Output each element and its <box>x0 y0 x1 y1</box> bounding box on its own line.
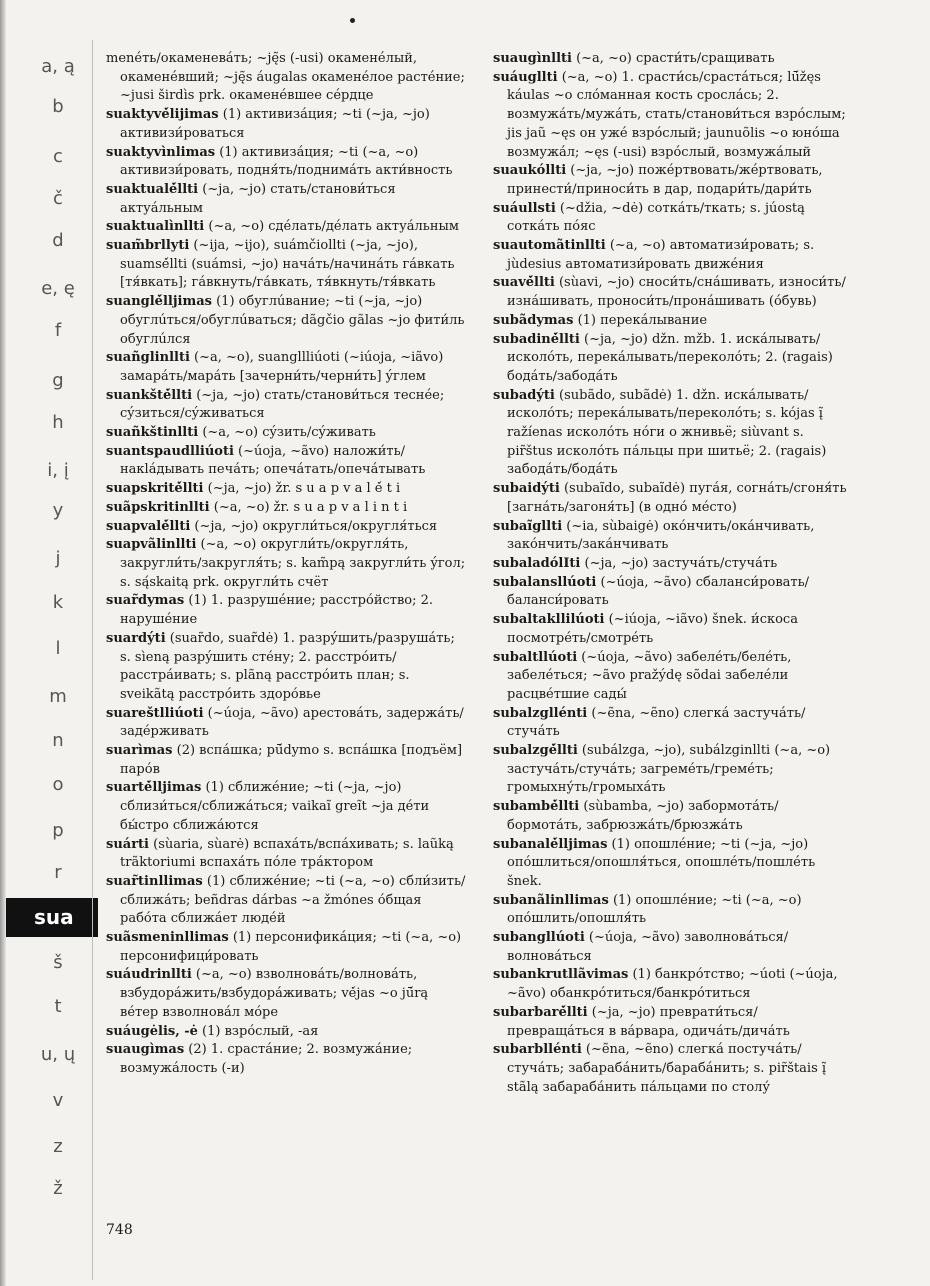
entry-headword: subaltllúoti <box>493 649 578 665</box>
entry-headword: suañglinllti <box>106 350 190 366</box>
entry-definition: (sùavi, ~jo) сноси́ть/снáшивать, износи́ть/изнáшивать, проноси́ть/пронáшивать (óбувь) <box>507 275 846 310</box>
thumb-index-letter: r <box>54 862 62 883</box>
entry-definition: (subaĩdo, subaĩdė) пугáя, согнáть/сгоня́ть [загнáть/загоня́ть] (в однó мéсто) <box>507 481 847 515</box>
entry-headword: subarbarė́llti <box>493 1004 588 1020</box>
dictionary-entry <box>106 705 466 742</box>
entry-headword: suam̃brllyti <box>106 238 190 254</box>
entry-headword: suáugėlis, -ė <box>106 1023 198 1039</box>
dictionary-entry <box>493 892 853 929</box>
entry-definition: (~ia, sùbaigė) окóнчить/окáнчивать, закóнчить/закáнчивать <box>507 518 815 553</box>
entry-headword: suautomãtinllti <box>493 238 606 254</box>
dictionary-entry <box>493 836 853 892</box>
entry-definition: (subálzga, ~jo), subálzginllti (~a, ~o) застучáть/стучáть; загремéть/гремéть; громыхну́ть/громыхáть <box>507 743 831 796</box>
entry-headword: suapvalė́llti <box>106 518 191 534</box>
dictionary-entry <box>106 293 466 349</box>
entry-definition: (1) перекáлывание <box>573 312 708 328</box>
entry-definition: (suar̃do, suar̃dė) 1. разрýшить/разрушáть; s. sìeną разрýшить стéну; 2. расстрóить/расстрáивать; s. plãną расстрóить план; s. sveikãtą расстрóить здорóвье <box>120 630 455 702</box>
thumb-index-letter: t <box>54 996 62 1017</box>
dictionary-entry <box>106 181 466 218</box>
page-number: 748 <box>106 1222 133 1238</box>
thumb-index-letter: p <box>52 820 64 841</box>
entry-headword: subaidýti <box>493 481 560 497</box>
dictionary-entry <box>493 162 853 199</box>
entry-headword: suapskritė́llti <box>106 481 204 497</box>
entry-headword: subaĩgllti <box>493 518 563 534</box>
dictionary-entry <box>106 50 466 106</box>
dictionary-entry <box>106 630 466 705</box>
entry-definition: (~úoja, ~ãvo) забелéть/белéть, забелéться; ~ãvo pražýdę sõdai забелéли расцвéтшие сады́ <box>507 649 792 702</box>
dictionary-entry <box>106 106 466 143</box>
entry-headword: suãsmeninllimas <box>106 930 229 946</box>
dictionary-entry <box>493 69 853 163</box>
entry-headword: subalansllúoti <box>493 574 597 590</box>
dictionary-entry <box>493 387 853 481</box>
entry-definition: (~ja, ~jo) žr. s u a p v a l ė́ t i <box>203 481 401 497</box>
dictionary-entry <box>106 387 466 424</box>
entry-definition: (~úoja, ~ãvo) сбаланси́ровать/баланси́ровать <box>507 574 810 609</box>
entry-headword: suãpskritinllti <box>106 499 210 515</box>
entry-definition: (1) сближéние; ~ti (~a, ~o) сбли́зить/сближáть; beñdras dárbas ~a žmónes óбщая рабóта сближáет людéй <box>120 873 466 927</box>
entry-headword: suaugìmas <box>106 1042 185 1058</box>
thumb-index-letter: h <box>52 412 64 433</box>
entry-headword: suarìmas <box>106 743 173 759</box>
thumb-index-letter: n <box>52 730 64 751</box>
thumb-index-letter: c <box>53 146 63 167</box>
thumb-index-letter: č <box>53 188 63 209</box>
dictionary-entry <box>493 1041 853 1097</box>
dictionary-entry <box>493 705 853 742</box>
entry-definition: (1) активизáция; ~ti (~a, ~o) активизи́ровать, подня́ть/поднимáть акти́вность <box>120 144 453 179</box>
entry-headword: subaltakllilúoti <box>493 612 605 628</box>
entry-definition: (~ja, ~jo) округли́ться/округля́ться <box>190 518 438 534</box>
entry-headword: suar̃tinllimas <box>106 873 203 889</box>
entry-headword: suartė́lljimas <box>106 780 202 796</box>
entry-definition: (~ja, ~jo) застучáть/стучáть <box>580 555 778 571</box>
dictionary-entry <box>106 144 466 181</box>
thumb-index <box>6 40 92 1260</box>
entry-headword: suaugìnllti <box>493 51 572 66</box>
thumb-index-letter: g <box>52 370 64 391</box>
index-divider <box>92 40 93 1280</box>
left-column <box>106 50 466 1079</box>
entry-headword: suardýti <box>106 630 166 646</box>
dictionary-entry <box>106 536 466 592</box>
dictionary-entry <box>493 555 853 574</box>
entry-definition: (~a, ~o) žr. s u a p v a l i n t i <box>209 499 408 515</box>
entry-headword: subambė́llti <box>493 799 580 815</box>
entry-definition: (1) активизáция; ~ti (~ja, ~jo) активизи́роваться <box>120 107 430 141</box>
dictionary-entry <box>106 480 466 499</box>
thumb-index-current-label: sua <box>34 905 74 929</box>
entry-definition: (~ja, ~jo) džn. mžb. 1. искáлывать/исколóть, перекáлывать/переколóть; 2. (ragais) бодáть/забодáть <box>507 331 833 384</box>
entry-headword: suavė́llti <box>493 275 555 291</box>
entry-definition: (~úoja, ~ãvo) заволновáться/волновáться <box>507 930 789 964</box>
entry-definition: (~a, ~o), suangllliúoti (~iúoja, ~iãvo) замарáть/марáть [зачерни́ть/черни́ть] ýглем <box>120 350 444 384</box>
thumb-index-letter: v <box>52 1090 64 1111</box>
entry-headword: subanalė́lljimas <box>493 836 608 852</box>
dictionary-entry <box>493 966 853 1003</box>
dictionary-entry <box>106 836 466 873</box>
dictionary-entry <box>493 312 853 331</box>
entry-headword: suaktyvìnlimas <box>106 144 216 160</box>
entry-headword: suaktualìnllti <box>106 219 205 235</box>
entry-headword: subangllúoti <box>493 930 585 946</box>
print-mark <box>350 18 355 23</box>
thumb-index-letter: a, ą <box>41 56 75 77</box>
dictionary-entry <box>106 349 466 386</box>
dictionary-entry <box>493 331 853 387</box>
dictionary-entry <box>106 929 466 966</box>
dictionary-entry <box>106 1041 466 1078</box>
thumb-index-letter: u, ų <box>40 1044 76 1065</box>
entry-definition: (~ja, ~jo) стать/станови́ться актуáльным <box>120 181 396 216</box>
entry-definition: (1) 1. разрушéние; расстрóйство; 2. нарушéние <box>120 593 434 628</box>
dictionary-entry <box>106 742 466 779</box>
entry-headword: subalzgė́llti <box>493 743 578 759</box>
entry-headword: suankštė́llti <box>106 387 193 403</box>
entry-headword: subanãlinllimas <box>493 892 609 908</box>
entry-definition: (2) 1. срастáние; 2. возмужáние; возмужáлость (-и) <box>120 1042 413 1076</box>
thumb-index-current <box>6 898 98 937</box>
entry-headword: suañkštinllti <box>106 425 199 441</box>
entry-definition: (~ja, ~jo) пожéртвовать/жéртвовать, принести́/приноси́ть в дар, подари́ть/дари́ть <box>507 163 823 197</box>
thumb-index-letter: ž <box>53 1178 63 1199</box>
entry-headword: suareštlliúoti <box>106 705 204 721</box>
entry-definition: (~a, ~o) сдéлать/дéлать актуáльным <box>204 219 459 235</box>
entry-definition: (~ja, ~jo) стать/станови́ться теснéе; сýзиться/сýживаться <box>120 387 445 422</box>
dictionary-entry <box>106 424 466 443</box>
entry-definition: (2) вспáшка; pū́dymo s. вспáшка [подъём] парóв <box>120 743 463 777</box>
thumb-index-letter: f <box>54 320 62 341</box>
entry-headword: subãdymas <box>493 312 574 328</box>
entry-definition: (~a, ~o) взволновáть/волновáть, взбудорáжить/взбудорáживать; vė́jas ~o jū́rą вéтер взволновáл мóре <box>120 967 429 1020</box>
entry-definition: (~iúoja, ~iãvo) šnek. и́скоса посмотрéть/смотрéть <box>507 612 798 646</box>
thumb-index-letter: š <box>53 952 63 973</box>
dictionary-entry <box>493 611 853 648</box>
entry-headword: subankrutllãvimas <box>493 967 629 983</box>
right-column <box>493 50 853 1097</box>
entry-headword: suáullsti <box>493 200 556 216</box>
entry-definition: (~a, ~o) округли́ть/округля́ть, закругли́ть/закругля́ть; s. kam̃pą закругли́ть ýгол; s. są́skaitą prk. округли́ть счёт <box>120 537 466 590</box>
entry-definition: (~úoja, ~ãvo) наложи́ть/накláдывать печáть; опечáтать/опечáтывать <box>120 443 426 478</box>
entry-definition: (~úoja, ~ãvo) арестовáть, задержáть/задéрживать <box>120 705 464 740</box>
thumb-index-letter: b <box>52 96 64 117</box>
entry-headword: suaktyvė́lijimas <box>106 107 219 123</box>
dictionary-entry <box>493 574 853 611</box>
entry-definition: (sùbamba, ~jo) забормотáть/бормотáть, забрюзжáть/брюзжáть <box>507 799 779 833</box>
entry-headword: suantspaudlliúoti <box>106 443 234 459</box>
dictionary-entry <box>493 237 853 274</box>
dictionary-entry <box>106 873 466 929</box>
entry-definition: (~ẽna, ~ẽno) слегкá постучáть/стучáть; забарабáнить/барабáнить; s. pir̃štais į̃ stãlą забарабáнить пáльцами по столу́ <box>507 1042 827 1095</box>
dictionary-entry <box>493 200 853 237</box>
entry-definition: (subãdo, subãdė) 1. džn. искáлывать/исколóть; перекáлывать/переколóть; s. kójas į̃ ražíenas исколóть нóги о жнивьё; siùvant s. pir̃štus исколóть пáльцы при шитьё; 2. (ragais) забодáть/бодáть <box>507 387 827 478</box>
entry-headword: subaladólIti <box>493 555 581 571</box>
thumb-index-letter: y <box>52 500 64 521</box>
entry-headword: suaukóllti <box>493 163 567 179</box>
dictionary-entry <box>493 274 853 311</box>
entry-definition: (1) опошлéние; ~ti (~a, ~o) опóшлить/опошля́ть <box>507 892 802 927</box>
dictionary-entry <box>106 779 466 835</box>
dictionary-entry <box>106 592 466 629</box>
thumb-index-letter: o <box>52 774 64 795</box>
entry-definition: (1) персонификáция; ~ti (~a, ~o) персонифици́ровать <box>120 930 462 964</box>
entry-definition: (~ija, ~ijo), suámčiollti (~ja, ~jo), suamsė́llti (suámsi, ~jo) начáть/начинáть гáвкать [тя́вкать]; гáвкнуть/гáвкать, тя́вкнуть/тя́вкать <box>120 238 455 291</box>
entry-definition: (sùaria, sùarė) вспахáть/вспáхивать; s. laũką trãktoriumi вспахáть пóле трáктором <box>120 836 454 871</box>
entry-headword: suárti <box>106 836 149 852</box>
entry-definition: (1) обуглúвание; ~ti (~ja, ~jo) обуглúться/обуглúваться; dãgčio gãlas ~jo фити́ль обуглúлся <box>120 294 465 347</box>
entry-definition: menéть/окаменевáть; ~ję̃s (-usi) окаменéлый, окаменéвший; ~ję̃s áugalas окаменéлое растéние; ~jusi širdìs prk. окаменéвшее сéрдце <box>106 51 465 104</box>
dictionary-entry <box>493 1004 853 1041</box>
entry-definition: (1) взрóслый, -ая <box>197 1023 319 1039</box>
entry-headword: suapvãlinllti <box>106 537 197 553</box>
dictionary-entry <box>493 929 853 966</box>
entry-headword: suáugllti <box>493 69 558 85</box>
dictionary-entry <box>106 443 466 480</box>
thumb-index-letter: m <box>49 686 67 707</box>
entry-definition: (~a, ~o) срасти́ть/сращивать <box>571 51 775 66</box>
thumb-index-letter: j <box>55 548 61 569</box>
entry-definition: (~a, ~o) 1. срасти́сь/срастáться; lū́žęs káulas ~o слóманная кость срослáсь; 2. возмужáть/мужáть, стать/станови́ться взрóслым; jis jaũ ~ęs он ужé взрóслый; jaunuõlis ~o юнóша возмужáл; ~ęs (-usi) взрóслый, возмужáлый <box>507 69 846 160</box>
entry-headword: subarbllénti <box>493 1042 582 1058</box>
dictionary-entry <box>106 1023 466 1042</box>
entry-headword: subalzgllénti <box>493 705 588 721</box>
entry-definition: (~ja, ~jo) преврати́ться/превращáться в вáрвара, одичáть/дичáть <box>507 1004 790 1039</box>
entry-headword: subadinė́llti <box>493 331 580 347</box>
thumb-index-letter: e, ę <box>41 278 75 299</box>
dictionary-entry <box>493 798 853 835</box>
entry-definition: (~a, ~o) сýзить/сýживать <box>198 425 376 441</box>
entry-definition: (1) опошлéние; ~ti (~ja, ~jo) опóшлиться/опошля́ться, опошлéть/пошлéть šnek. <box>507 836 816 889</box>
dictionary-entry <box>106 237 466 293</box>
entry-definition: (~ẽna, ~ẽno) слегкá застучáть/стучáть <box>507 705 806 740</box>
entry-definition: (1) сближéние; ~ti (~ja, ~jo) сблизи́ться/сближáться; vaikaĩ greĩt ~ja дéти бы́стро сближáются <box>120 780 430 833</box>
dictionary-entry <box>106 518 466 537</box>
dictionary-entry <box>106 499 466 518</box>
thumb-index-letter: l <box>55 638 61 659</box>
dictionary-entry <box>106 966 466 1022</box>
dictionary-entry <box>493 649 853 705</box>
entry-definition: (1) банкрóтство; ~úoti (~úoja, ~ãvo) обанкрóтиться/банкрóтиться <box>507 967 838 1002</box>
thumb-index-letter: z <box>53 1136 63 1157</box>
entry-headword: subadýti <box>493 387 555 403</box>
dictionary-entry <box>106 218 466 237</box>
dictionary-entry <box>493 480 853 517</box>
dictionary-entry <box>493 518 853 555</box>
entry-definition: (~džia, ~dė) соткáть/ткать; s. júostą соткáть пóяс <box>507 200 805 235</box>
entry-headword: suaktualė́llti <box>106 181 199 197</box>
dictionary-entry <box>493 50 853 69</box>
entry-definition: (~a, ~o) автоматизи́ровать; s. jùdesius автоматизи́ровать движéния <box>507 238 815 272</box>
entry-headword: suáudrinllti <box>106 967 192 983</box>
thumb-index-letter: d <box>52 230 64 251</box>
dictionary-entry <box>493 742 853 798</box>
entry-headword: suar̃dymas <box>106 593 185 609</box>
thumb-index-letter: i, į <box>47 460 69 481</box>
entry-headword: suanglė́lljimas <box>106 294 212 310</box>
thumb-index-letter: k <box>52 592 64 613</box>
